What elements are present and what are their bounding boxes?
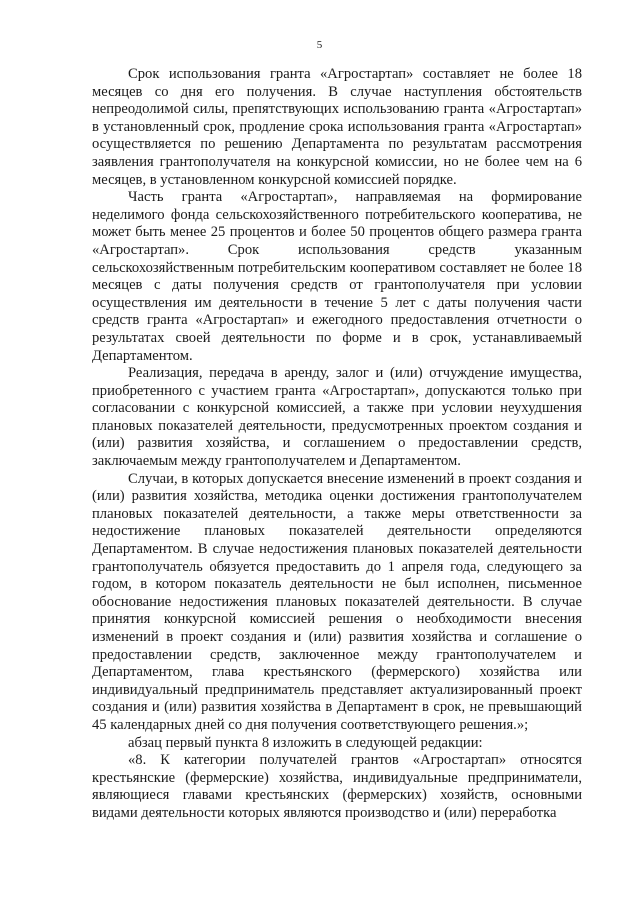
paragraph-amendment-intro: абзац первый пункта 8 изложить в следующей редакции: <box>128 734 483 751</box>
document-body <box>92 66 582 823</box>
paragraph-project-changes: Случаи, в которых допускается внесение изменений в проект создания и (или) развития хозяйства, методика оценки достижения грантополучателем плановых показателей деятельности, а также меры ответственности за недостижение плановых показателей деятельности определяются Департаментом. В случае недостижения плановых показателей деятельности грантополучатель обязуется предоставить до 1 апреля года, следующего за годом, в котором показатель деятельности не был исполнен, письменное обоснование недостижения плановых показателей деятельности. В случае принятия конкурсной комиссией решения о необходимости внесения изменений в проект создания и (или) развития хозяйства и соглашение о предоставлении средств, заключенное между грантополучателем и Департаментом, глава крестьянского (фермерского) хозяйства или индивидуальный предприниматель представляет актуализированный проект создания и (или) развития хозяйства в Департамент в срок, не превышающий 45 календарных дней со дня получения соответствующего решения.»; <box>92 470 582 733</box>
page-number: 5 <box>316 39 323 51</box>
paragraph-point-8: «8. К категории получателей грантов «Агростартап» относятся крестьянские (фермерские) хозяйства, индивидуальные предприниматели, являющиеся главами крестьянских (фермерских) хозяйств, основными видами деятельности которых являются производство и (или) переработка <box>92 752 582 821</box>
paragraph-cooperative-fund-share: Часть гранта «Агростартап», направляемая на формирование неделимого фонда сельскохозяйственного потребительского кооператива, не может быть менее 25 процентов и более 50 процентов общего размера гранта «Агростартап». Срок использования средств указанным сельскохозяйственным потребительским кооперативом составляет не более 18 месяцев с даты получения средств от грантополучателя при условии осуществления им деятельности в течение 5 лет с даты получения части средств гранта «Агростартап» и ежегодного предоставления отчетности о результатах своей деятельности по форме и в срок, устанавливаемый Департаментом. <box>92 189 582 364</box>
paragraph-grant-usage-term: Срок использования гранта «Агростартап» составляет не более 18 месяцев со дня его получения. В случае наступления обстоятельств непреодолимой силы, препятствующих использованию гранта «Агростартап» в установленный срок, продление срока использования гранта «Агростартап» осуществляется по решению Департамента по результатам рассмотрения заявления грантополучателя на конкурсной комиссии, но не более чем на 6 месяцев, в установленном конкурсной комиссией порядке. <box>92 66 582 188</box>
paragraph-property-disposal: Реализация, передача в аренду, залог и (или) отчуждение имущества, приобретенного с участием гранта «Агростартап», допускаются только при согласовании с конкурсной комиссией, а также при условии неухудшения плановых показателей деятельности, предусмотренных проектом создания и (или) развития хозяйства, и соглашением о предоставлении средств, заключаемым между грантополучателем и Департаментом. <box>92 365 582 470</box>
